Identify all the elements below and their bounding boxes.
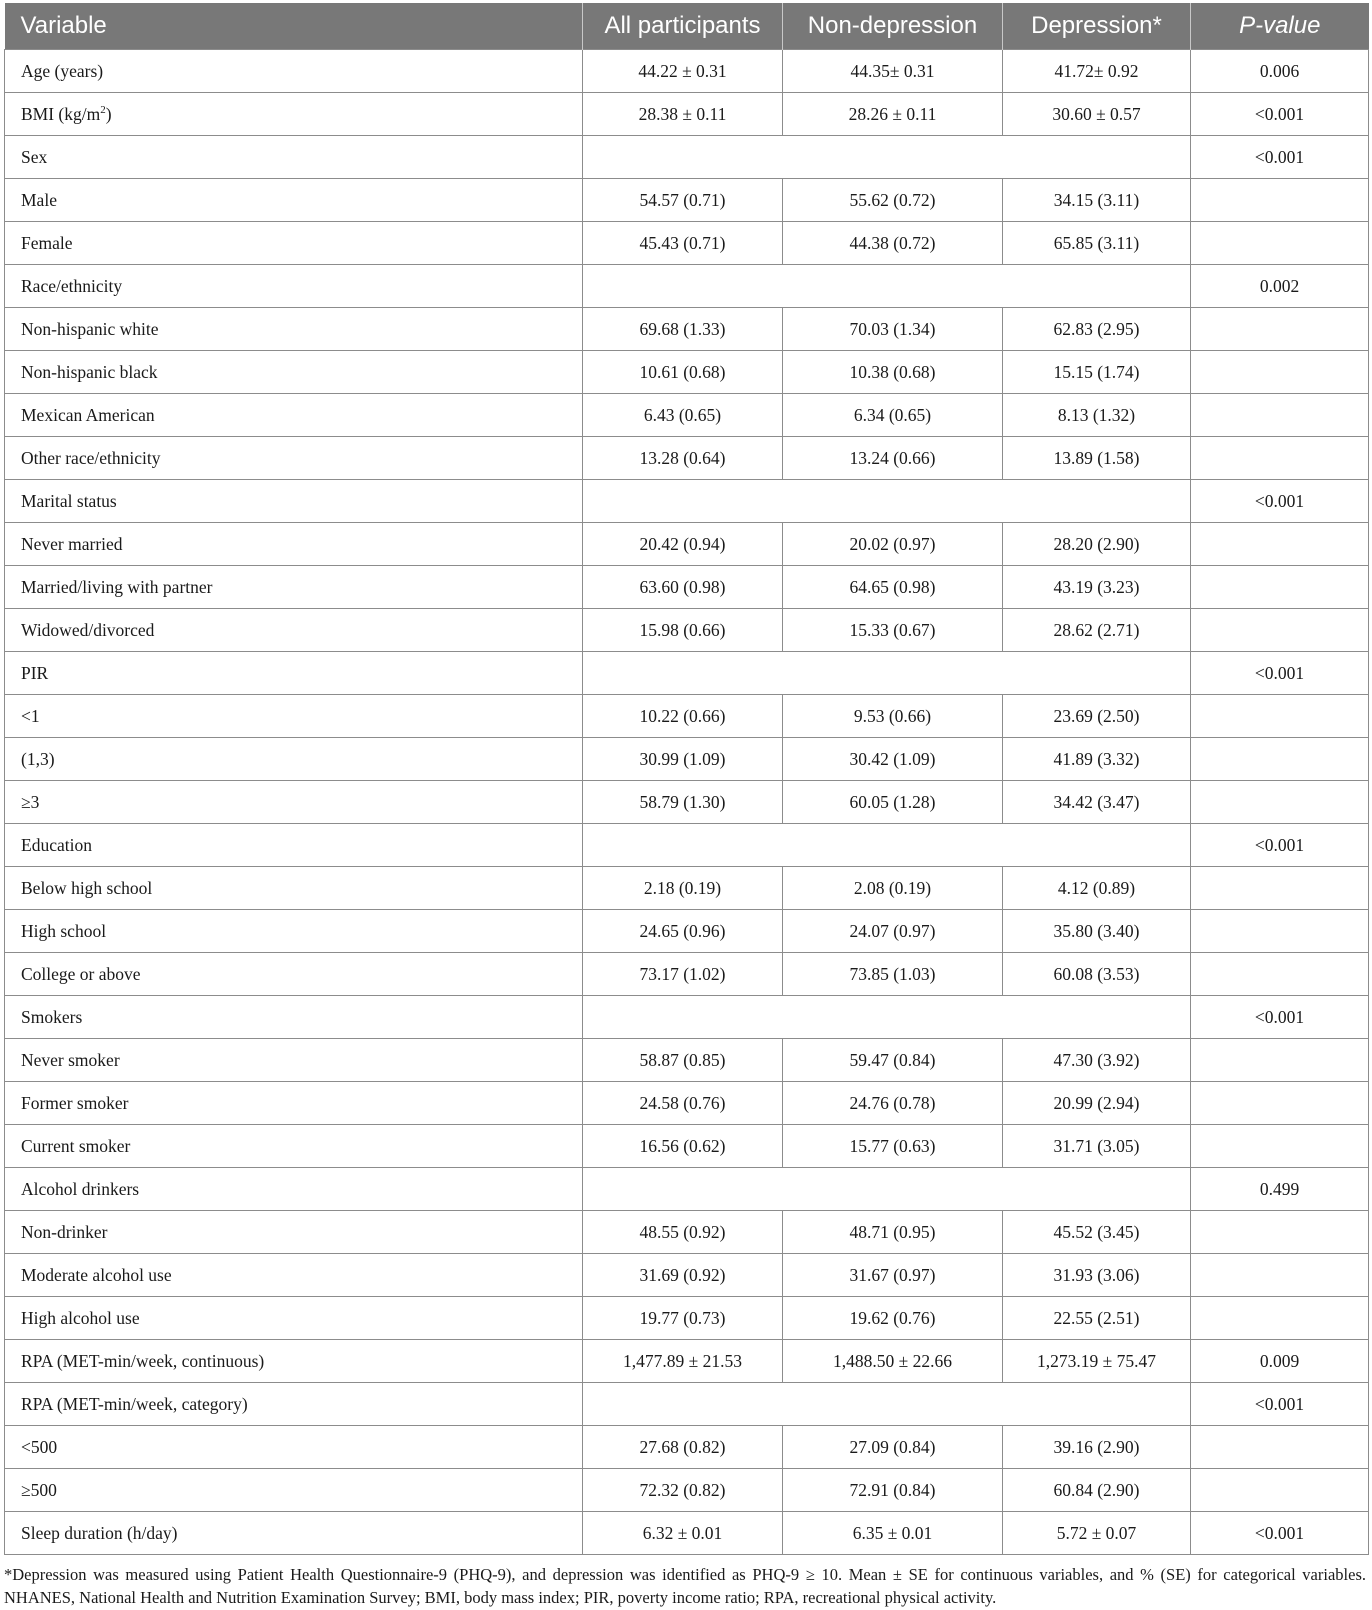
row-label-tail: ) bbox=[105, 103, 112, 124]
row-label-text: Other race/ethnicity bbox=[21, 447, 161, 468]
row-label bbox=[5, 652, 583, 695]
row-label-text: Race/ethnicity bbox=[21, 275, 123, 296]
row-label bbox=[5, 179, 583, 222]
row-label bbox=[5, 394, 583, 437]
row-label-text: Sleep duration (h/day) bbox=[21, 1522, 178, 1543]
cell-p-value bbox=[1191, 222, 1369, 265]
cell-depression: 28.62 (2.71) bbox=[1003, 609, 1191, 652]
row-label bbox=[5, 136, 583, 179]
row-label bbox=[5, 609, 583, 652]
section-spacer bbox=[583, 136, 1191, 179]
cell-non-depression: 31.67 (0.97) bbox=[783, 1254, 1003, 1297]
cell-all-participants: 69.68 (1.33) bbox=[583, 308, 783, 351]
cell-p-value: <0.001 bbox=[1191, 1383, 1369, 1426]
row-label bbox=[5, 93, 583, 136]
row-label bbox=[5, 1039, 583, 1082]
row-label bbox=[5, 265, 583, 308]
cell-all-participants: 24.65 (0.96) bbox=[583, 910, 783, 953]
cell-non-depression: 28.26 ± 0.11 bbox=[783, 93, 1003, 136]
row-label bbox=[5, 1254, 583, 1297]
cell-depression: 28.20 (2.90) bbox=[1003, 523, 1191, 566]
row-label-text: Never married bbox=[21, 533, 123, 554]
row-label-text: Moderate alcohol use bbox=[21, 1264, 172, 1285]
row-label-text: Mexican American bbox=[21, 404, 155, 425]
row-label-text: Non-hispanic black bbox=[21, 361, 158, 382]
cell-p-value bbox=[1191, 1469, 1369, 1512]
row-label bbox=[5, 695, 583, 738]
cell-all-participants: 1,477.89 ± 21.53 bbox=[583, 1340, 783, 1383]
cell-all-participants: 31.69 (0.92) bbox=[583, 1254, 783, 1297]
cell-p-value: 0.002 bbox=[1191, 265, 1369, 308]
cell-depression: 31.93 (3.06) bbox=[1003, 1254, 1191, 1297]
cell-non-depression: 20.02 (0.97) bbox=[783, 523, 1003, 566]
cell-non-depression: 15.33 (0.67) bbox=[783, 609, 1003, 652]
row-label-text: Former smoker bbox=[21, 1092, 129, 1113]
cell-p-value bbox=[1191, 1254, 1369, 1297]
cell-depression: 13.89 (1.58) bbox=[1003, 437, 1191, 480]
row-label-text: PIR bbox=[21, 662, 49, 683]
cell-non-depression: 24.07 (0.97) bbox=[783, 910, 1003, 953]
cell-p-value bbox=[1191, 609, 1369, 652]
table-footnote: *Depression was measured using Patient Health Questionnaire-9 (PHQ-9), and depression was identified as PHQ-9 ≥ 10. Mean ± SE for continuous variables, and % (SE) for categorical variables. NHANES, National Health and Nutrition Examination Survey; BMI, body mass index; PIR, poverty income ratio; RPA, recreational physical activity. bbox=[4, 1565, 1366, 1607]
section-spacer bbox=[583, 265, 1191, 308]
row-label-text: Age (years) bbox=[21, 60, 104, 81]
header-row bbox=[5, 3, 1369, 50]
row-label-text: Non-drinker bbox=[21, 1221, 108, 1242]
table-row bbox=[5, 93, 1369, 136]
cell-p-value bbox=[1191, 1082, 1369, 1125]
row-label bbox=[5, 523, 583, 566]
cell-all-participants: 48.55 (0.92) bbox=[583, 1211, 783, 1254]
cell-p-value: <0.001 bbox=[1191, 136, 1369, 179]
cell-p-value: <0.001 bbox=[1191, 996, 1369, 1039]
table-row bbox=[5, 1512, 1369, 1555]
row-label-text: Widowed/divorced bbox=[21, 619, 155, 640]
table-row bbox=[5, 910, 1369, 953]
cell-all-participants: 2.18 (0.19) bbox=[583, 867, 783, 910]
cell-all-participants: 16.56 (0.62) bbox=[583, 1125, 783, 1168]
table-row bbox=[5, 437, 1369, 480]
cell-p-value: <0.001 bbox=[1191, 480, 1369, 523]
table-row bbox=[5, 351, 1369, 394]
cell-all-participants: 73.17 (1.02) bbox=[583, 953, 783, 996]
table-row bbox=[5, 523, 1369, 566]
cell-non-depression: 73.85 (1.03) bbox=[783, 953, 1003, 996]
row-label bbox=[5, 222, 583, 265]
cell-depression: 4.12 (0.89) bbox=[1003, 867, 1191, 910]
cell-p-value: <0.001 bbox=[1191, 652, 1369, 695]
cell-all-participants: 44.22 ± 0.31 bbox=[583, 50, 783, 93]
cell-depression: 20.99 (2.94) bbox=[1003, 1082, 1191, 1125]
cell-p-value bbox=[1191, 308, 1369, 351]
row-label bbox=[5, 351, 583, 394]
cell-non-depression: 27.09 (0.84) bbox=[783, 1426, 1003, 1469]
cell-depression: 65.85 (3.11) bbox=[1003, 222, 1191, 265]
table-row bbox=[5, 1469, 1369, 1512]
table-row bbox=[5, 1082, 1369, 1125]
cell-all-participants: 6.43 (0.65) bbox=[583, 394, 783, 437]
cell-p-value bbox=[1191, 910, 1369, 953]
characteristics-table bbox=[4, 3, 1369, 1555]
row-label-text: ≥500 bbox=[21, 1479, 57, 1500]
cell-all-participants: 63.60 (0.98) bbox=[583, 566, 783, 609]
cell-all-participants: 6.32 ± 0.01 bbox=[583, 1512, 783, 1555]
row-label-text: <500 bbox=[21, 1436, 58, 1457]
cell-depression: 22.55 (2.51) bbox=[1003, 1297, 1191, 1340]
cell-non-depression: 19.62 (0.76) bbox=[783, 1297, 1003, 1340]
cell-non-depression: 55.62 (0.72) bbox=[783, 179, 1003, 222]
header-p-value: P-value bbox=[1191, 3, 1369, 50]
row-label bbox=[5, 910, 583, 953]
cell-p-value bbox=[1191, 695, 1369, 738]
row-label-text: Marital status bbox=[21, 490, 117, 511]
cell-all-participants: 15.98 (0.66) bbox=[583, 609, 783, 652]
table-row bbox=[5, 738, 1369, 781]
cell-p-value bbox=[1191, 179, 1369, 222]
cell-p-value bbox=[1191, 351, 1369, 394]
cell-p-value: 0.006 bbox=[1191, 50, 1369, 93]
section-row bbox=[5, 1168, 1369, 1211]
cell-depression: 39.16 (2.90) bbox=[1003, 1426, 1191, 1469]
row-label-text: Married/living with partner bbox=[21, 576, 213, 597]
row-label bbox=[5, 1426, 583, 1469]
table-row bbox=[5, 609, 1369, 652]
section-row bbox=[5, 652, 1369, 695]
row-label-text: Male bbox=[21, 189, 57, 210]
cell-p-value bbox=[1191, 781, 1369, 824]
cell-p-value bbox=[1191, 523, 1369, 566]
cell-non-depression: 15.77 (0.63) bbox=[783, 1125, 1003, 1168]
table-row bbox=[5, 1211, 1369, 1254]
row-label-text: RPA (MET-min/week, category) bbox=[21, 1393, 248, 1414]
cell-p-value bbox=[1191, 1211, 1369, 1254]
row-label bbox=[5, 308, 583, 351]
cell-non-depression: 10.38 (0.68) bbox=[783, 351, 1003, 394]
cell-non-depression: 60.05 (1.28) bbox=[783, 781, 1003, 824]
row-label-text: High school bbox=[21, 920, 107, 941]
header-non-depression: Non-depression bbox=[783, 3, 1003, 50]
cell-all-participants: 72.32 (0.82) bbox=[583, 1469, 783, 1512]
cell-p-value bbox=[1191, 1125, 1369, 1168]
cell-all-participants: 45.43 (0.71) bbox=[583, 222, 783, 265]
header-variable: Variable bbox=[5, 3, 583, 50]
table-row bbox=[5, 953, 1369, 996]
cell-depression: 41.89 (3.32) bbox=[1003, 738, 1191, 781]
cell-depression: 34.42 (3.47) bbox=[1003, 781, 1191, 824]
cell-depression: 15.15 (1.74) bbox=[1003, 351, 1191, 394]
section-spacer bbox=[583, 996, 1191, 1039]
row-label bbox=[5, 953, 583, 996]
cell-p-value bbox=[1191, 953, 1369, 996]
cell-non-depression: 6.34 (0.65) bbox=[783, 394, 1003, 437]
cell-non-depression: 44.38 (0.72) bbox=[783, 222, 1003, 265]
row-label-text: Non-hispanic white bbox=[21, 318, 159, 339]
table-row bbox=[5, 308, 1369, 351]
cell-non-depression: 44.35± 0.31 bbox=[783, 50, 1003, 93]
table-row bbox=[5, 1125, 1369, 1168]
cell-p-value bbox=[1191, 566, 1369, 609]
row-label-text: Never smoker bbox=[21, 1049, 120, 1070]
table-row bbox=[5, 179, 1369, 222]
cell-non-depression: 70.03 (1.34) bbox=[783, 308, 1003, 351]
row-label-text: (1,3) bbox=[21, 748, 55, 769]
cell-p-value: 0.499 bbox=[1191, 1168, 1369, 1211]
cell-non-depression: 9.53 (0.66) bbox=[783, 695, 1003, 738]
row-label bbox=[5, 781, 583, 824]
cell-non-depression: 48.71 (0.95) bbox=[783, 1211, 1003, 1254]
row-label-superscript: 2 bbox=[100, 103, 106, 116]
section-row bbox=[5, 996, 1369, 1039]
cell-all-participants: 54.57 (0.71) bbox=[583, 179, 783, 222]
row-label-text: Below high school bbox=[21, 877, 153, 898]
table-row bbox=[5, 1297, 1369, 1340]
section-spacer bbox=[583, 1168, 1191, 1211]
row-label-text: <1 bbox=[21, 705, 40, 726]
cell-p-value bbox=[1191, 437, 1369, 480]
row-label bbox=[5, 1383, 583, 1426]
cell-all-participants: 19.77 (0.73) bbox=[583, 1297, 783, 1340]
row-label bbox=[5, 996, 583, 1039]
cell-non-depression: 6.35 ± 0.01 bbox=[783, 1512, 1003, 1555]
section-row bbox=[5, 824, 1369, 867]
row-label bbox=[5, 437, 583, 480]
cell-p-value: <0.001 bbox=[1191, 1512, 1369, 1555]
cell-all-participants: 20.42 (0.94) bbox=[583, 523, 783, 566]
table-container bbox=[4, 3, 1368, 1609]
section-spacer bbox=[583, 480, 1191, 523]
cell-all-participants: 28.38 ± 0.11 bbox=[583, 93, 783, 136]
cell-p-value bbox=[1191, 394, 1369, 437]
cell-non-depression: 24.76 (0.78) bbox=[783, 1082, 1003, 1125]
table-row bbox=[5, 867, 1369, 910]
cell-depression: 34.15 (3.11) bbox=[1003, 179, 1191, 222]
cell-p-value bbox=[1191, 1039, 1369, 1082]
row-label-text: Smokers bbox=[21, 1006, 83, 1027]
row-label bbox=[5, 1340, 583, 1383]
cell-non-depression: 2.08 (0.19) bbox=[783, 867, 1003, 910]
row-label bbox=[5, 1469, 583, 1512]
cell-depression: 45.52 (3.45) bbox=[1003, 1211, 1191, 1254]
table-body bbox=[5, 50, 1369, 1555]
cell-non-depression: 1,488.50 ± 22.66 bbox=[783, 1340, 1003, 1383]
cell-depression: 41.72± 0.92 bbox=[1003, 50, 1191, 93]
header-all-participants: All participants bbox=[583, 3, 783, 50]
table-row bbox=[5, 695, 1369, 738]
cell-all-participants: 13.28 (0.64) bbox=[583, 437, 783, 480]
row-label bbox=[5, 1512, 583, 1555]
row-label bbox=[5, 867, 583, 910]
cell-depression: 1,273.19 ± 75.47 bbox=[1003, 1340, 1191, 1383]
row-label-text: Female bbox=[21, 232, 73, 253]
cell-depression: 60.08 (3.53) bbox=[1003, 953, 1191, 996]
table-row bbox=[5, 781, 1369, 824]
cell-non-depression: 72.91 (0.84) bbox=[783, 1469, 1003, 1512]
cell-p-value: <0.001 bbox=[1191, 93, 1369, 136]
row-label bbox=[5, 824, 583, 867]
row-label-text: Alcohol drinkers bbox=[21, 1178, 140, 1199]
cell-non-depression: 13.24 (0.66) bbox=[783, 437, 1003, 480]
cell-depression: 8.13 (1.32) bbox=[1003, 394, 1191, 437]
cell-p-value bbox=[1191, 1426, 1369, 1469]
cell-depression: 47.30 (3.92) bbox=[1003, 1039, 1191, 1082]
table-row bbox=[5, 1426, 1369, 1469]
row-label-text: High alcohol use bbox=[21, 1307, 140, 1328]
table-row bbox=[5, 50, 1369, 93]
cell-depression: 35.80 (3.40) bbox=[1003, 910, 1191, 953]
section-spacer bbox=[583, 652, 1191, 695]
cell-p-value bbox=[1191, 867, 1369, 910]
cell-p-value bbox=[1191, 738, 1369, 781]
section-row bbox=[5, 265, 1369, 308]
row-label bbox=[5, 1082, 583, 1125]
row-label bbox=[5, 738, 583, 781]
table-row bbox=[5, 1254, 1369, 1297]
cell-depression: 60.84 (2.90) bbox=[1003, 1469, 1191, 1512]
section-row bbox=[5, 136, 1369, 179]
cell-depression: 31.71 (3.05) bbox=[1003, 1125, 1191, 1168]
cell-all-participants: 27.68 (0.82) bbox=[583, 1426, 783, 1469]
cell-depression: 43.19 (3.23) bbox=[1003, 566, 1191, 609]
cell-p-value: <0.001 bbox=[1191, 824, 1369, 867]
cell-all-participants: 58.79 (1.30) bbox=[583, 781, 783, 824]
table-row bbox=[5, 394, 1369, 437]
row-label-text: Sex bbox=[21, 146, 48, 167]
cell-all-participants: 10.22 (0.66) bbox=[583, 695, 783, 738]
cell-depression: 30.60 ± 0.57 bbox=[1003, 93, 1191, 136]
row-label bbox=[5, 50, 583, 93]
row-label bbox=[5, 1211, 583, 1254]
cell-p-value: 0.009 bbox=[1191, 1340, 1369, 1383]
row-label bbox=[5, 1168, 583, 1211]
row-label-text: ≥3 bbox=[21, 791, 40, 812]
row-label-text: BMI (kg/m bbox=[21, 103, 101, 124]
section-row bbox=[5, 1383, 1369, 1426]
table-header bbox=[5, 3, 1369, 50]
cell-all-participants: 30.99 (1.09) bbox=[583, 738, 783, 781]
cell-all-participants: 10.61 (0.68) bbox=[583, 351, 783, 394]
section-row bbox=[5, 480, 1369, 523]
cell-all-participants: 24.58 (0.76) bbox=[583, 1082, 783, 1125]
row-label-text: Education bbox=[21, 834, 92, 855]
table-row bbox=[5, 1340, 1369, 1383]
cell-non-depression: 64.65 (0.98) bbox=[783, 566, 1003, 609]
row-label bbox=[5, 1125, 583, 1168]
row-label bbox=[5, 1297, 583, 1340]
row-label-text: College or above bbox=[21, 963, 141, 984]
cell-all-participants: 58.87 (0.85) bbox=[583, 1039, 783, 1082]
table-row bbox=[5, 1039, 1369, 1082]
header-depression: Depression* bbox=[1003, 3, 1191, 50]
table-row bbox=[5, 566, 1369, 609]
cell-non-depression: 59.47 (0.84) bbox=[783, 1039, 1003, 1082]
row-label-text: RPA (MET-min/week, continuous) bbox=[21, 1350, 265, 1371]
cell-depression: 5.72 ± 0.07 bbox=[1003, 1512, 1191, 1555]
section-spacer bbox=[583, 1383, 1191, 1426]
row-label-text: Current smoker bbox=[21, 1135, 131, 1156]
table-row bbox=[5, 222, 1369, 265]
cell-non-depression: 30.42 (1.09) bbox=[783, 738, 1003, 781]
section-spacer bbox=[583, 824, 1191, 867]
cell-p-value bbox=[1191, 1297, 1369, 1340]
row-label bbox=[5, 480, 583, 523]
cell-depression: 23.69 (2.50) bbox=[1003, 695, 1191, 738]
cell-depression: 62.83 (2.95) bbox=[1003, 308, 1191, 351]
row-label bbox=[5, 566, 583, 609]
